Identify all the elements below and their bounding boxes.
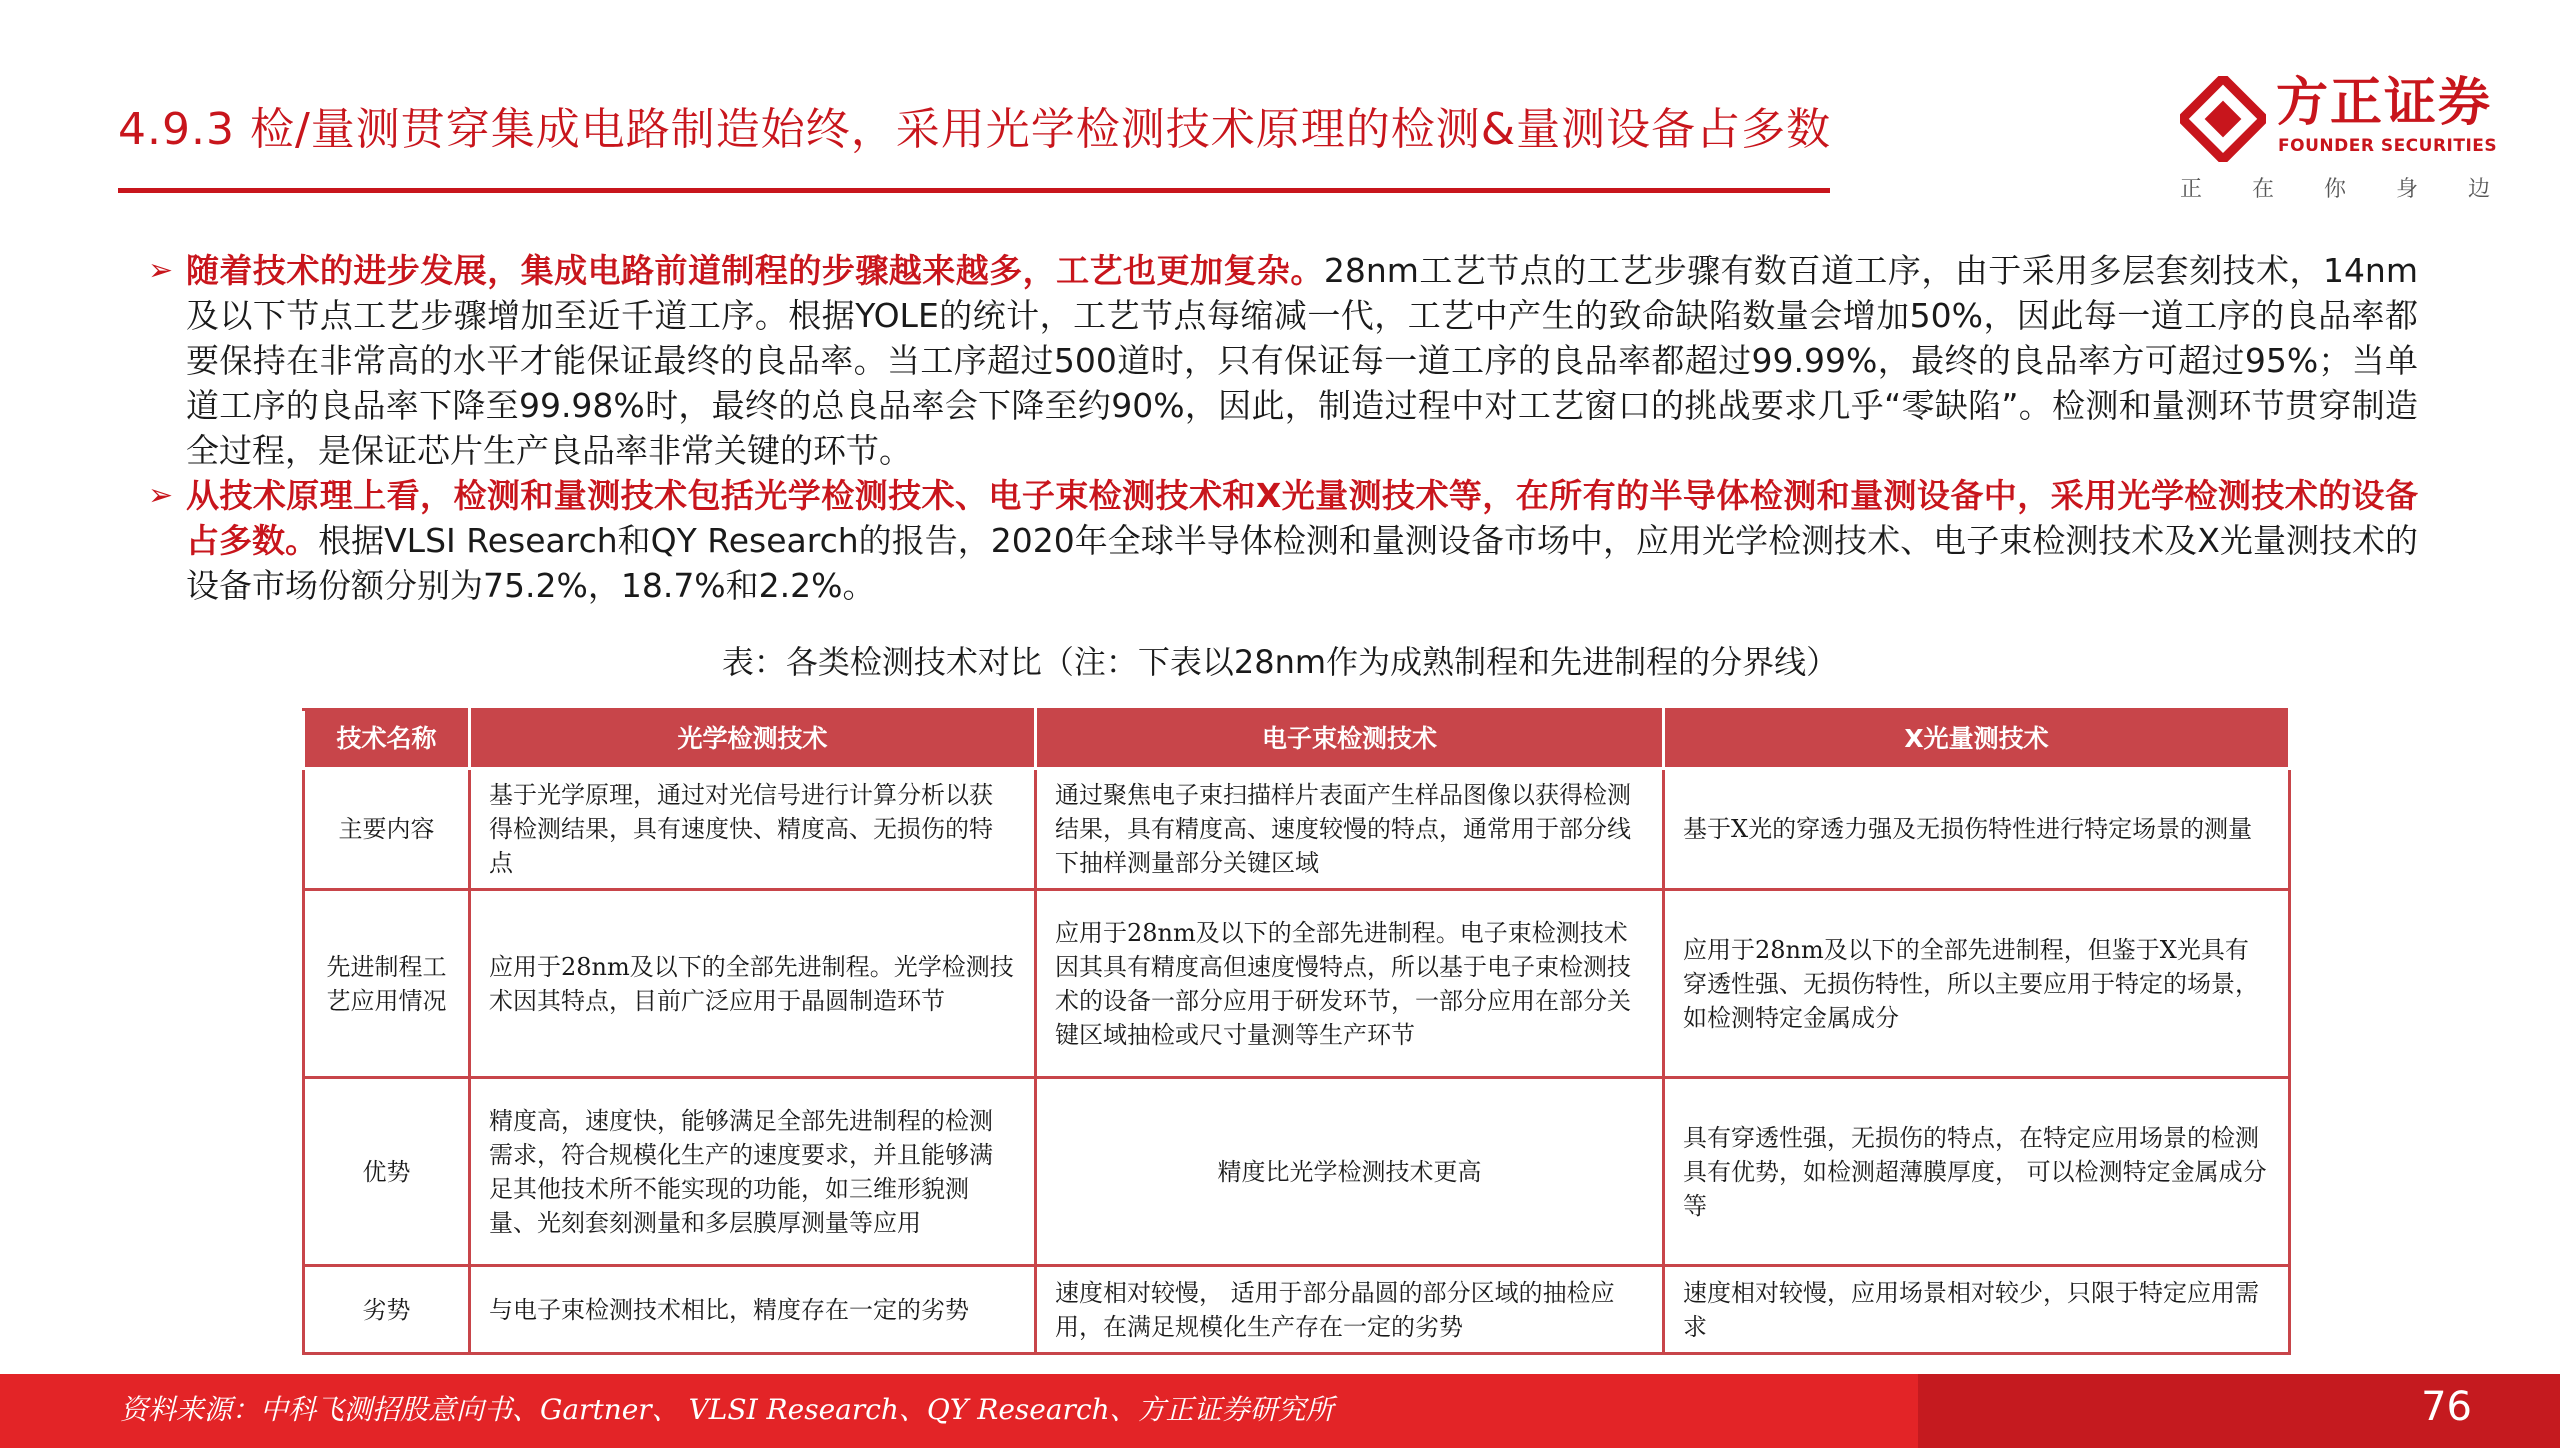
logo-name-cn: 方正证券 [2276, 73, 2493, 133]
page-title: 4.9.3 检/量测贯穿集成电路制造始终，采用光学检测技术原理的检测&量测设备占多数 [118, 104, 1832, 155]
slogan-char: 正 [2180, 177, 2203, 202]
table-caption: 表：各类检测技术对比（注：下表以28nm作为成熟制程和先进制程的分界线） [721, 643, 1839, 681]
slogan-char: 在 [2251, 177, 2274, 202]
table-cell: 速度相对较慢， 适用于部分晶圆的部分区域的抽检应用，在满足规模化生产存在一定的劣势 [1036, 1266, 1664, 1354]
row-label: 先进制程工艺应用情况 [304, 890, 470, 1078]
table-row [304, 890, 2290, 1078]
title-underline [118, 188, 1830, 193]
bullet-highlight: 从技术原理上看，检测和量测技术包括光学检测技术、电子束检测技术和X光量测技术等，在所有的半导体检测和量测设备中，采用光学检测技术的设备占多数。 [186, 476, 2418, 560]
column-header: 电子束检测技术 [1036, 710, 1664, 769]
bullet-text: 28nm工艺节点的工艺步骤有数百道工序，由于采用多层套刻技术，14nm及以下节点工艺步骤增加至近千道工序。根据YOLE的统计，工艺节点每缩减一代，工艺中产生的致命缺陷数量会增加50%，因此每一道工序的良品率都要保持在非常高的水平才能保证最终的良品率。当工序超过500道时，只有保证每一道工序的良品率都超过99.99%，最终的良品率方可超过95%；当单道工序的良品率下降至99.98%时，最终的总良品率会下降至约90%，因此，制造过程中对工艺窗口的挑战要求几乎“零缺陷”。检测和量测环节贯穿制造全过程，是保证芯片生产良品率非常关键的环节。 [186, 251, 2418, 470]
arrow-bullet-icon: ➢ [148, 478, 174, 513]
table-header-row [304, 710, 2290, 769]
founder-logo-icon [2180, 76, 2266, 162]
arrow-bullet-icon: ➢ [148, 253, 174, 288]
logo-name-en: FOUNDER SECURITIES [2278, 136, 2498, 156]
table-cell: 精度比光学检测技术更高 [1036, 1078, 1664, 1266]
footer-bar [0, 1374, 2560, 1448]
page-number: 76 [2421, 1384, 2472, 1430]
table-cell: 基于光学原理，通过对光信号进行计算分析以获得检测结果，具有速度快、精度高、无损伤的特点 [470, 769, 1036, 890]
brand-logo [2180, 68, 2500, 202]
bullet-text: 根据VLSI Research和QY Research的报告，2020年全球半导体检测和量测设备市场中，应用光学检测技术、电子束检测技术及X光量测技术的设备市场份额分别为75.2%，18.7%和2.2%。 [186, 521, 2419, 605]
logo-slogan [2180, 172, 2490, 203]
table-cell: 具有穿透性强，无损伤的特点，在特定应用场景的检测具有优势，如检测超薄膜厚度， 可以检测特定金属成分等 [1664, 1078, 2290, 1266]
table-cell: 与电子束检测技术相比，精度存在一定的劣势 [470, 1266, 1036, 1354]
table-cell: 应用于28nm及以下的全部先进制程，但鉴于X光具有穿透性强、无损伤特性，所以主要应用于特定的场景，如检测特定金属成分 [1664, 890, 2290, 1078]
table-cell: 应用于28nm及以下的全部先进制程。电子束检测技术因其具有精度高但速度慢特点，所以基于电子束检测技术的设备一部分应用于研发环节，一部分应用在部分关键区域抽检或尺寸量测等生产环节 [1036, 890, 1664, 1078]
table-row [304, 1078, 2290, 1266]
table-cell: 通过聚焦电子束扫描样片表面产生样品图像以获得检测结果，具有精度高、速度较慢的特点，通常用于部分线下抽样测量部分关键区域 [1036, 769, 1664, 890]
column-header: 光学检测技术 [470, 710, 1036, 769]
source-note: 资料来源：中科飞测招股意向书、Gartner、 VLSI Research、QY Research、方正证券研究所 [120, 1393, 1334, 1426]
column-header: X光量测技术 [1664, 710, 2290, 769]
slogan-char: 边 [2467, 177, 2490, 202]
comparison-table [302, 708, 2291, 1355]
table-row [304, 1266, 2290, 1354]
column-header: 技术名称 [304, 710, 470, 769]
row-label: 优势 [304, 1078, 470, 1266]
slogan-char: 你 [2323, 177, 2346, 202]
table-cell: 精度高，速度快，能够满足全部先进制程的检测需求，符合规模化生产的速度要求，并且能够满足其他技术所不能实现的功能，如三维形貌测量、光刻套刻测量和多层膜厚测量等应用 [470, 1078, 1036, 1266]
table-cell: 基于X光的穿透力强及无损伤特性进行特定场景的测量 [1664, 769, 2290, 890]
row-label: 劣势 [304, 1266, 470, 1354]
bullet-item [148, 473, 2418, 608]
table-cell: 速度相对较慢，应用场景相对较少，只限于特定应用需求 [1664, 1266, 2290, 1354]
table-row [304, 769, 2290, 890]
bullet-highlight: 随着技术的进步发展，集成电路前道制程的步骤越来越多，工艺也更加复杂。 [186, 251, 1324, 290]
slogan-char: 身 [2395, 177, 2418, 202]
table-cell: 应用于28nm及以下的全部先进制程。光学检测技术因其特点，目前广泛应用于晶圆制造环节 [470, 890, 1036, 1078]
bullet-list [148, 248, 2418, 608]
row-label: 主要内容 [304, 769, 470, 890]
bullet-item [148, 248, 2418, 473]
